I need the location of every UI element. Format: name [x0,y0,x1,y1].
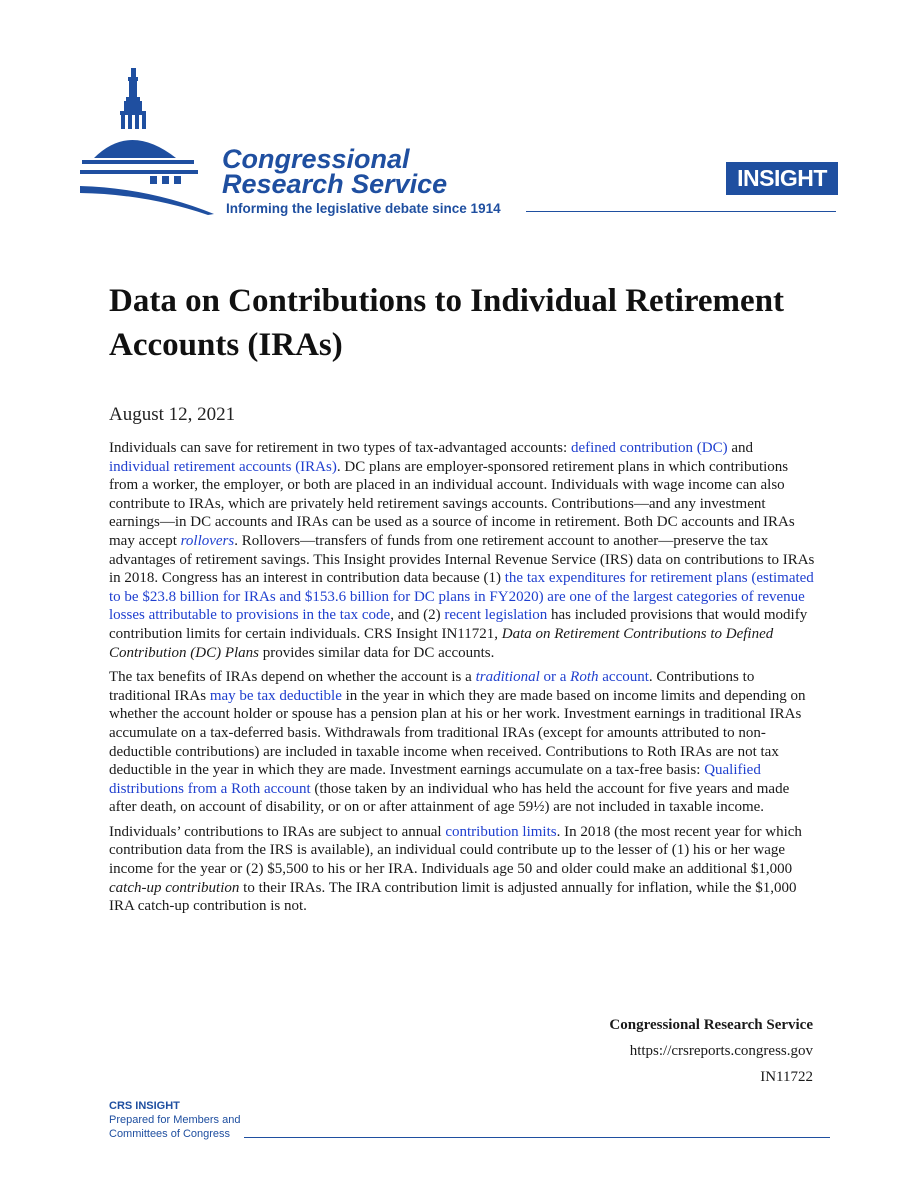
text-run: (those taken by an individual who has held the account for five years and made after death, on account of disability, or on or after attainment of age 59½) are not included in taxable income. [109,780,790,816]
page-title: Data on Contributions to Individual Retirement Accounts (IRAs) [109,283,785,363]
header-rule [526,211,836,212]
footer-url[interactable]: https://crsreports.congress.gov [629,1043,813,1059]
tagline: Informing the legislative debate since 1914 [226,201,501,216]
inline-link[interactable]: Qualified distributions from a Roth account [109,762,761,797]
text-run: provides similar data for DC accounts. [259,644,495,661]
footer-id: IN11722 [760,1069,813,1085]
paragraph [109,668,817,817]
text-run: . DC plans are employer-sponsored retirement plans in which contributions from a worker, the employer, or both are placed in an individual account. Individuals with wage income can also contribute to IRAs, which are privately held retirement savings accounts. Contributions—and any investment earnings—in DC accounts and IRAs can be used as a source of income in retirement. Both DC accounts and IRAs may accept [109,458,795,549]
text-run: The tax benefits of IRAs depend on whether the account is a [109,669,476,686]
text-run: . Contributions to traditional IRAs [109,669,755,704]
publication-date: August 12, 2021 [109,404,236,425]
text-run: to their IRAs. The IRA contribution limit is adjusted annually for inflation, while the $1,000 IRA catch-up contribution is not. [109,879,797,915]
org-name-line2: Research Service [222,169,448,199]
inline-link[interactable]: contribution limits [445,823,557,840]
inline-link[interactable]: traditional [475,669,540,686]
inline-link[interactable]: recent legislation [444,607,548,624]
text-run: , and (2) [390,607,445,624]
inline-link[interactable]: Roth [570,669,599,686]
text-run: catch-up contribution [109,879,240,896]
paragraph [109,823,817,916]
text-run: . Rollovers—transfers of funds from one retirement account to another—preserve the tax advantages of retirement savings. This Insight provides Internal Revenue Service (IRS) data on contributions to IRAs in 2018. Congress has an interest in contribution data because (1) [109,532,815,587]
text-run: and [727,440,753,456]
text-run: has included provisions that would modify contribution limits for certain individuals. CRS Insight IN11721, [109,607,808,642]
insight-badge: INSIGHT [726,162,838,195]
text-run: Individuals’ contributions to IRAs are subject to annual [109,823,446,840]
inline-link[interactable]: the tax expenditures for retirement plans (estimated to be $23.8 billion for IRAs and $153.6 billion for DC plans in FY2020) are one of the largest categories of revenue losses attributable to provisions in the tax code [109,570,814,624]
text-run: Data on Retirement Contributions to Defined Contribution (DC) Plans [109,625,774,661]
prepared-line-1: Prepared for Members and [109,1114,241,1126]
footer-rule [244,1137,830,1138]
inline-link[interactable]: may be tax deductible [209,687,342,704]
inline-link[interactable]: individual retirement accounts (IRAs) [109,458,337,475]
crs-insight-label: CRS INSIGHT [109,1100,180,1112]
inline-link[interactable]: rollovers [180,532,235,549]
inline-link[interactable]: account [598,669,649,686]
inline-link[interactable]: defined contribution (DC) [570,440,728,456]
paragraph [109,439,817,662]
text-run: in the year in which they are made based on income limits and depending on whether the account holder or spouse has a pension plan at his or her work. Investment earnings in traditional IRAs accumulate on a tax-deferred basis. Withdrawals from traditional IRAs (except for amounts attributed to non-deductible contributions) are included in taxable income when received. Contributions to Roth IRAs are not tax deductible in the year in which they are made. Investment earnings accumulate on a tax-free basis: [109,687,806,779]
org-name-line1: Congressional [222,144,410,174]
capitol-dome-icon [80,66,225,216]
text-run: . In 2018 (the most recent year for which contribution data from the IRS is available), an individual could contribute up to the lesser of (1) his or her wage income for the year or (2) $5,500 to his or her IRA. Individuals age 50 and older could make an additional $1,000 [109,823,802,878]
inline-link[interactable]: or a [539,669,571,686]
crs-footer [109,1099,240,1141]
text-run: Individuals can save for retirement in two types of tax-advantaged accounts: [109,440,571,456]
footer-org: Congressional Research Service [609,1017,813,1033]
prepared-line-2: Committees of Congress [109,1128,231,1140]
footer-info [609,1012,813,1090]
body-text [109,439,817,922]
